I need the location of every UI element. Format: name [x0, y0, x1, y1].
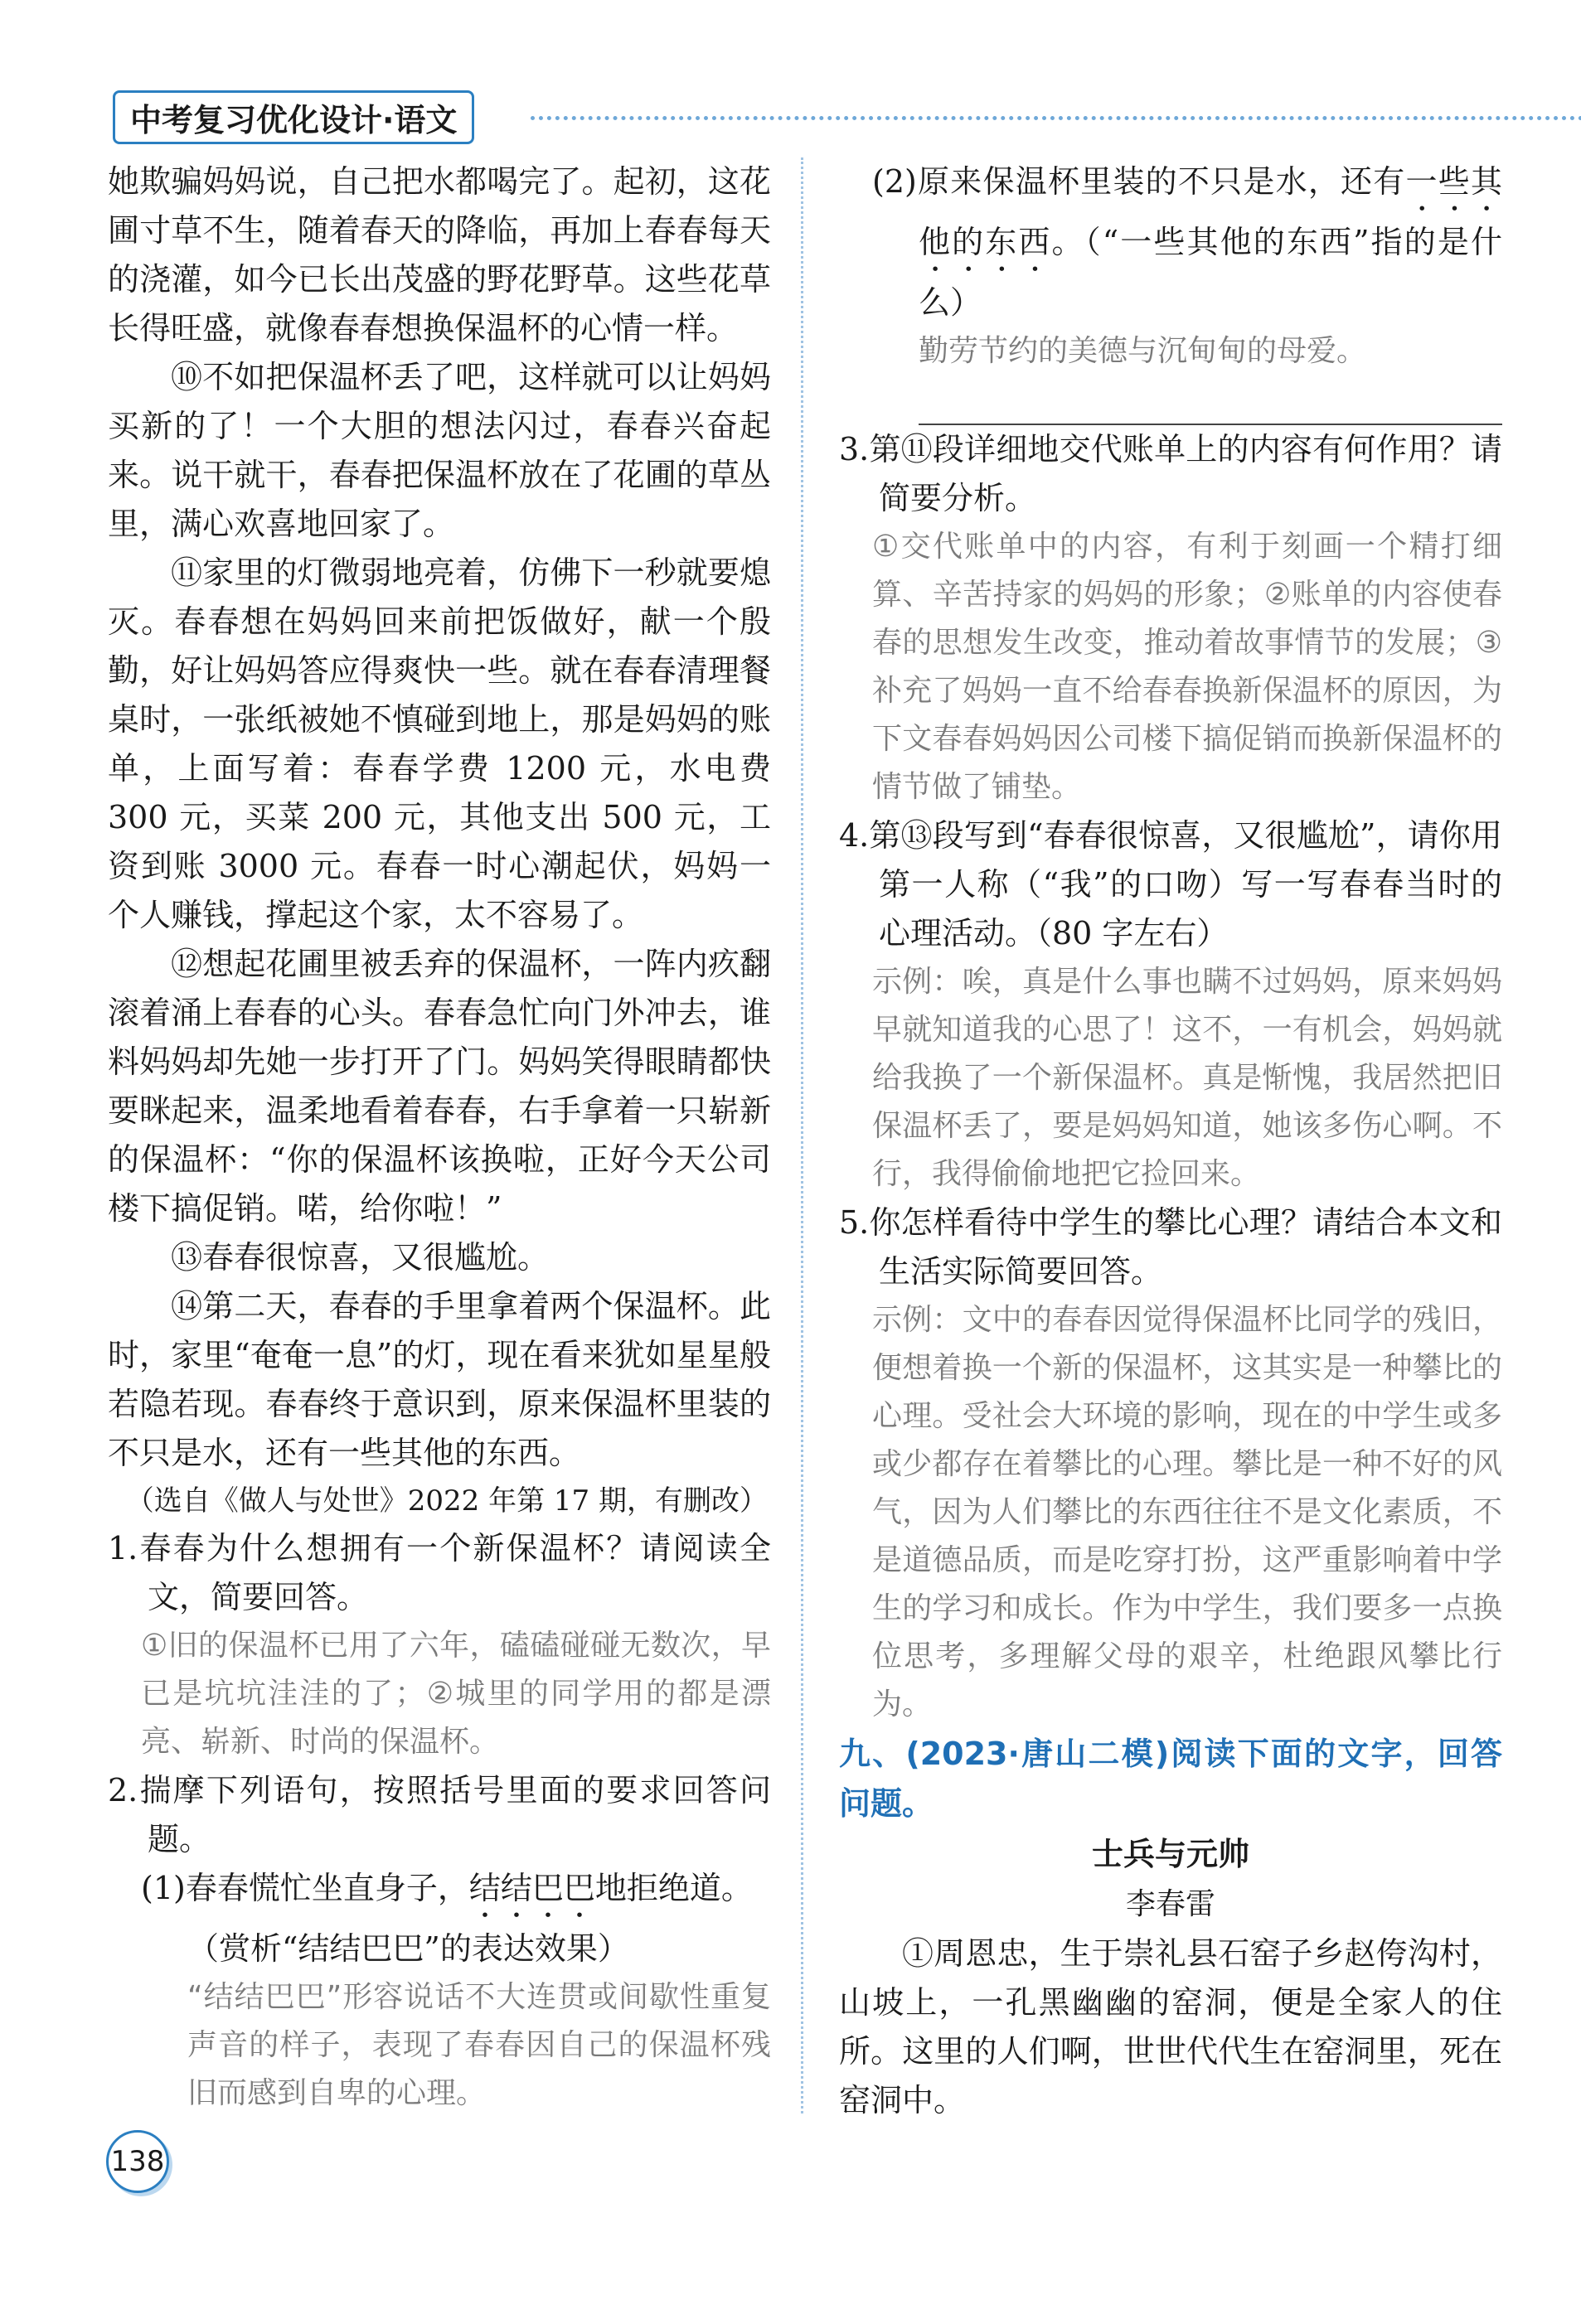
question-3: 3.第⑪段详细地交代账单上的内容有何作用？请简要分析。: [839, 431, 1502, 516]
paragraph-11: ⑪家里的灯微弱地亮着，仿佛下一秒就要熄灭。春春想在妈妈回来前把饭做好，献一个殷勤，好让妈妈答应得爽快一些。就在春春清理餐桌时，一张纸被她不慎碰到地上，那是妈妈的账单，上面写着：春春学费 1200 元，水电费 300 元，买菜 200 元，其他支出 500 元，工资到账 3000 元。春春一时心潮起伏，妈妈一个人赚钱，撑起这个家，太不容易了。: [108, 554, 771, 933]
book-title: 中考复习优化设计·语文: [113, 90, 474, 144]
right-column: [839, 157, 1502, 2125]
answer-4: 示例：唉，真是什么事也瞒不过妈妈，原来妈妈早就知道我的心思了！这不，一有机会，妈妈就给我换了一个新保温杯。真是惭愧，我居然把旧保温杯丢了，要是妈妈知道，她该多伤心啊。不行，我得偷偷地把它捡回来。: [872, 958, 1502, 1198]
answer-2-1: “结结巴巴”形容说话不大连贯或间歇性重复声音的样子，表现了春春因自己的保温杯残旧而感到自卑的心理。: [187, 1973, 771, 2118]
column-divider: [801, 157, 803, 2113]
paragraph-10: ⑩不如把保温杯丢了吧，这样就可以让妈妈买新的了！一个大胆的想法闪过，春春兴奋起来。说干就干，春春把保温杯放在了花圃的草丛里，满心欢喜地回家了。: [108, 359, 771, 542]
answer-2-2: 勤劳节约的美德与沉甸甸的母爱。: [919, 327, 1502, 375]
header-dotted-rule: [531, 116, 1581, 120]
question-2-2: (2)原来保温杯里装的不只是水，还有一些其他的东西。（“一些其他的东西”指的是什么）: [872, 163, 1502, 321]
paragraph-14: ⑭第二天，春春的手里拿着两个保温杯。此时，家里“奄奄一息”的灯，现在看来犹如星星般若隐若现。春春终于意识到，原来保温杯里装的不只是水，还有一些其他的东西。: [108, 1288, 771, 1471]
paragraph-12: ⑫想起花圃里被丢弃的保温杯，一阵内疚翻滚着涌上春春的心头。春春急忙向门外冲去，谁料妈妈却先她一步打开了门。妈妈笑得眼睛都快要眯起来，温柔地看着春春，右手拿着一只崭新的保温杯：“你的保温杯该换啦，正好今天公司楼下搞促销。喏，给你啦！”: [108, 946, 771, 1227]
story-paragraph-1: ①周恩忠，生于崇礼县石窑子乡赵侉沟村，山坡上，一孔黑幽幽的窑洞，便是全家人的住所。这里的人们啊，世世代代生在窑洞里，死在窑洞中。: [839, 1935, 1502, 2118]
story-title: 士兵与元帅: [1091, 1836, 1249, 1872]
question-1: 1.春春为什么想拥有一个新保温杯？请阅读全文，简要回答。: [108, 1530, 771, 1615]
paragraph-13: ⑬春春很惊喜，又很尴尬。: [171, 1239, 550, 1276]
question-2-1-requirement: （赏析“结结巴巴”的表达效果）: [187, 1930, 629, 1967]
question-2: 2.揣摩下列语句，按照括号里面的要求回答问题。: [108, 1772, 771, 1857]
emphasis-phrase: 一些其他的东西: [919, 163, 1502, 260]
page-header: [113, 93, 474, 141]
answer-blank-line: [919, 375, 1502, 425]
left-column: [108, 157, 771, 2118]
source-citation: （选自《做人与处世》2022 年第 17 期，有删改）: [125, 1484, 768, 1518]
answer-5: 示例：文中的春春因觉得保温杯比同学的残旧，便想着换一个新的保温杯，这其实是一种攀比的心理。受社会大环境的影响，现在的中学生或多或少都存在着攀比的心理。攀比是一种不好的风气，因为人们攀比的东西往往不是文化素质，不是道德品质，而是吃穿打扮，这严重影响着中学生的学习和成长。作为中学生，我们要多一点换位思考，多理解父母的艰辛，杜绝跟风攀比行为。: [872, 1296, 1502, 1729]
page-number: 138: [106, 2130, 169, 2193]
question-2-1: (1)春春慌忙坐直身子，结结巴巴地拒绝道。: [141, 1870, 753, 1906]
paragraph-continued: 她欺骗妈妈说，自己把水都喝完了。起初，这花圃寸草不生，随着春天的降临，再加上春春每天的浇灌，如今已长出茂盛的野花野草。这些花草长得旺盛，就像春春想换保温杯的心情一样。: [108, 163, 771, 346]
question-5: 5.你怎样看待中学生的攀比心理？请结合本文和生活实际简要回答。: [839, 1204, 1502, 1290]
answer-3: ①交代账单中的内容，有利于刻画一个精打细算、辛苦持家的妈妈的形象；②账单的内容使春春的思想发生改变，推动着故事情节的发展；③补充了妈妈一直不给春春换新保温杯的原因，为下文春春妈妈因公司楼下搞促销而换新保温杯的情节做了铺垫。: [872, 523, 1502, 811]
answer-1: ①旧的保温杯已用了六年，磕磕碰碰无数次，早已是坑坑洼洼的了；②城里的同学用的都是漂亮、崭新、时尚的保温杯。: [141, 1622, 771, 1766]
emphasis-phrase: 结结巴巴: [468, 1870, 595, 1906]
story-author: 李春雷: [1125, 1887, 1215, 1921]
question-4: 4.第⑬段写到“春春很惊喜，又很尴尬”，请你用第一人称（“我”的口吻）写一写春春当时的心理活动。（80 字左右）: [839, 817, 1502, 951]
section-9-heading: 九、(2023·唐山二模)阅读下面的文字，回答问题。: [839, 1736, 1502, 1822]
